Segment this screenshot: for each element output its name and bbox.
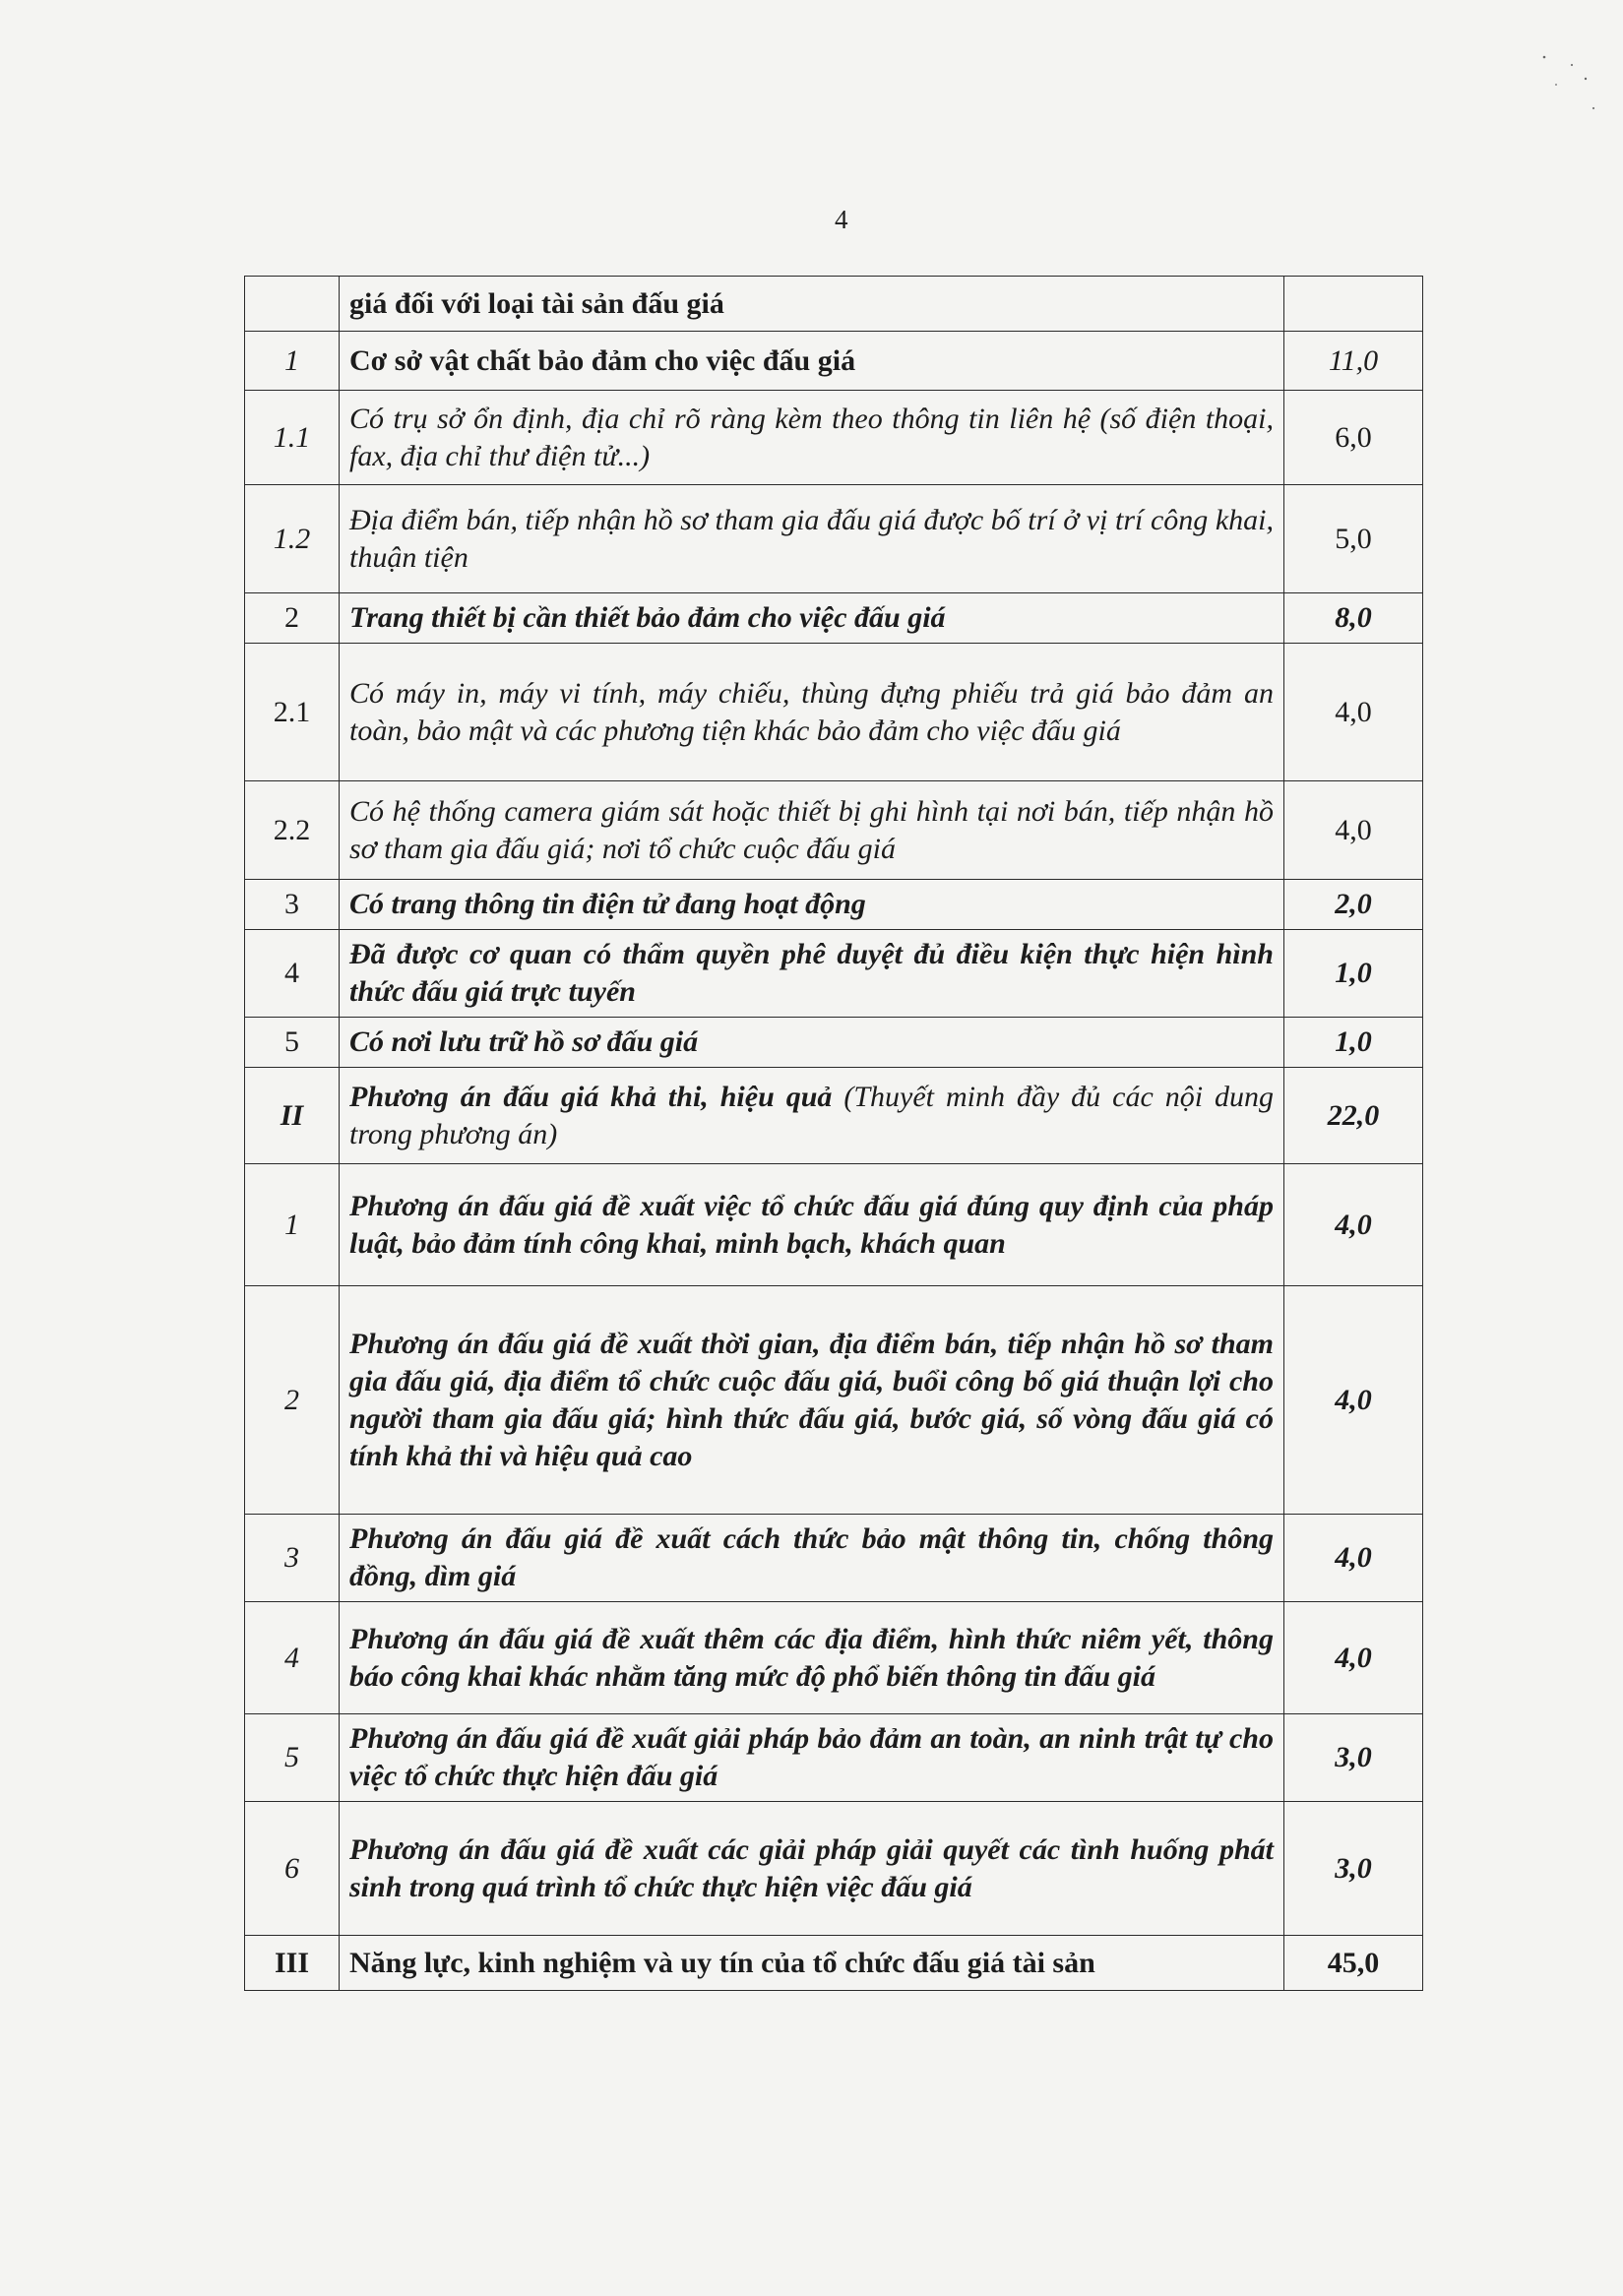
row-criterion [340, 1164, 1284, 1286]
row-score [1284, 277, 1423, 332]
row-criterion [340, 880, 1284, 930]
criterion-note: (Thuyết minh đầy đủ các nội dung trong phương án) [349, 1080, 1275, 1150]
table-row [245, 1018, 1423, 1068]
row-criterion [340, 391, 1284, 485]
row-number: 1 [245, 332, 340, 391]
row-number: III [245, 1936, 340, 1991]
row-score: 1,0 [1284, 930, 1423, 1018]
row-criterion [340, 1286, 1284, 1515]
row-number: 3 [245, 1515, 340, 1602]
criterion-text: Địa điểm bán, tiếp nhận hồ sơ tham gia đấu giá được bố trí ở vị trí công khai, thuận tiện [349, 503, 1274, 574]
table-row [245, 781, 1423, 880]
row-number: 5 [245, 1714, 340, 1802]
row-score: 11,0 [1284, 332, 1423, 391]
criterion-text: Có trụ sở ổn định, địa chỉ rõ ràng kèm theo thông tin liên hệ (số điện thoại, fax, địa chỉ thư điện tử...) [349, 402, 1274, 472]
row-number: 4 [245, 930, 340, 1018]
row-number: 2 [245, 593, 340, 644]
table-row [245, 1286, 1423, 1515]
row-score: 4,0 [1284, 1286, 1423, 1515]
row-score: 5,0 [1284, 485, 1423, 593]
table-row [245, 1515, 1423, 1602]
row-criterion [340, 644, 1284, 781]
criteria-score-table [244, 276, 1423, 1991]
criterion-text: Phương án đấu giá đề xuất thời gian, địa điểm bán, tiếp nhận hồ sơ tham gia đấu giá, địa điểm tổ chức cuộc đấu giá, buổi công bố giá thuận lợi cho người tham gia đấu giá; hình thức đấu giá, bước giá, số vòng đấu giá có tính khả thi và hiệu quả cao [349, 1327, 1274, 1472]
row-number: 2.2 [245, 781, 340, 880]
row-number: II [245, 1068, 340, 1164]
row-criterion [340, 1936, 1284, 1991]
row-criterion [340, 332, 1284, 391]
page-number: 4 [835, 205, 848, 234]
row-score: 8,0 [1284, 593, 1423, 644]
criterion-text: Phương án đấu giá đề xuất giải pháp bảo đảm an toàn, an ninh trật tự cho việc tổ chức thực hiện đấu giá [349, 1722, 1274, 1792]
row-number: 1 [245, 1164, 340, 1286]
table-row [245, 332, 1423, 391]
row-criterion [340, 1802, 1284, 1936]
criterion-text: Phương án đấu giá đề xuất cách thức bảo mật thông tin, chống thông đồng, dìm giá [349, 1522, 1274, 1592]
criterion-text: Có trang thông tin điện tử đang hoạt động [349, 888, 866, 920]
row-criterion [340, 277, 1284, 332]
row-criterion [340, 781, 1284, 880]
criterion-text: Đã được cơ quan có thẩm quyền phê duyệt đủ điều kiện thực hiện hình thức đấu giá trực tuyến [349, 938, 1274, 1008]
row-criterion [340, 485, 1284, 593]
row-criterion [340, 1602, 1284, 1714]
criterion-text: Cơ sở vật chất bảo đảm cho việc đấu giá [349, 343, 856, 377]
row-number [245, 277, 340, 332]
table-row [245, 930, 1423, 1018]
row-criterion [340, 593, 1284, 644]
row-score: 4,0 [1284, 1515, 1423, 1602]
table-row [245, 1068, 1423, 1164]
table-row [245, 1714, 1423, 1802]
scan-noise-marks [1534, 49, 1603, 128]
table-row [245, 1802, 1423, 1936]
row-score: 4,0 [1284, 1602, 1423, 1714]
row-score: 1,0 [1284, 1018, 1423, 1068]
row-score: 4,0 [1284, 1164, 1423, 1286]
row-score: 4,0 [1284, 781, 1423, 880]
row-number: 4 [245, 1602, 340, 1714]
criterion-heading: Phương án đấu giá khả thi, hiệu quả [349, 1080, 833, 1113]
table-row [245, 1936, 1423, 1991]
criterion-text: Có máy in, máy vi tính, máy chiếu, thùng đựng phiếu trả giá bảo đảm an toàn, bảo mật và các phương tiện khác bảo đảm cho việc đấu giá [349, 676, 1274, 747]
row-score: 6,0 [1284, 391, 1423, 485]
row-score: 2,0 [1284, 880, 1423, 930]
row-score: 4,0 [1284, 644, 1423, 781]
row-score: 45,0 [1284, 1936, 1423, 1991]
row-score: 3,0 [1284, 1802, 1423, 1936]
criterion-text: Phương án đấu giá đề xuất các giải pháp giải quyết các tình huống phát sinh trong quá trình tổ chức thực hiện việc đấu giá [349, 1832, 1274, 1903]
row-number: 5 [245, 1018, 340, 1068]
row-score: 22,0 [1284, 1068, 1423, 1164]
criterion-text: Phương án đấu giá đề xuất thêm các địa điểm, hình thức niêm yết, thông báo công khai khác nhằm tăng mức độ phổ biến thông tin đấu giá [349, 1622, 1274, 1693]
row-number: 6 [245, 1802, 340, 1936]
table-row [245, 1602, 1423, 1714]
row-criterion [340, 1068, 1284, 1164]
criterion-text: giá đối với loại tài sản đấu giá [349, 286, 724, 320]
criterion-text: Phương án đấu giá đề xuất việc tổ chức đấu giá đúng quy định của pháp luật, bảo đảm tính công khai, minh bạch, khách quan [349, 1189, 1274, 1260]
table-row [245, 277, 1423, 332]
table-row [245, 391, 1423, 485]
criterion-text: Năng lực, kinh nghiệm và uy tín của tổ chức đấu giá tài sản [349, 1946, 1095, 1979]
row-criterion [340, 1714, 1284, 1802]
row-number: 2.1 [245, 644, 340, 781]
row-number: 3 [245, 880, 340, 930]
row-score: 3,0 [1284, 1714, 1423, 1802]
row-number: 2 [245, 1286, 340, 1515]
row-criterion [340, 930, 1284, 1018]
table-row [245, 644, 1423, 781]
table-row [245, 593, 1423, 644]
table-row [245, 1164, 1423, 1286]
criterion-text: Có nơi lưu trữ hồ sơ đấu giá [349, 1025, 699, 1058]
table-row [245, 880, 1423, 930]
row-criterion [340, 1018, 1284, 1068]
row-number: 1.1 [245, 391, 340, 485]
criterion-text: Trang thiết bị cần thiết bảo đảm cho việc đấu giá [349, 601, 946, 634]
row-criterion [340, 1515, 1284, 1602]
table-row [245, 485, 1423, 593]
row-number: 1.2 [245, 485, 340, 593]
criterion-text: Có hệ thống camera giám sát hoặc thiết bị ghi hình tại nơi bán, tiếp nhận hồ sơ tham gia đấu giá; nơi tổ chức cuộc đấu giá [349, 794, 1274, 865]
